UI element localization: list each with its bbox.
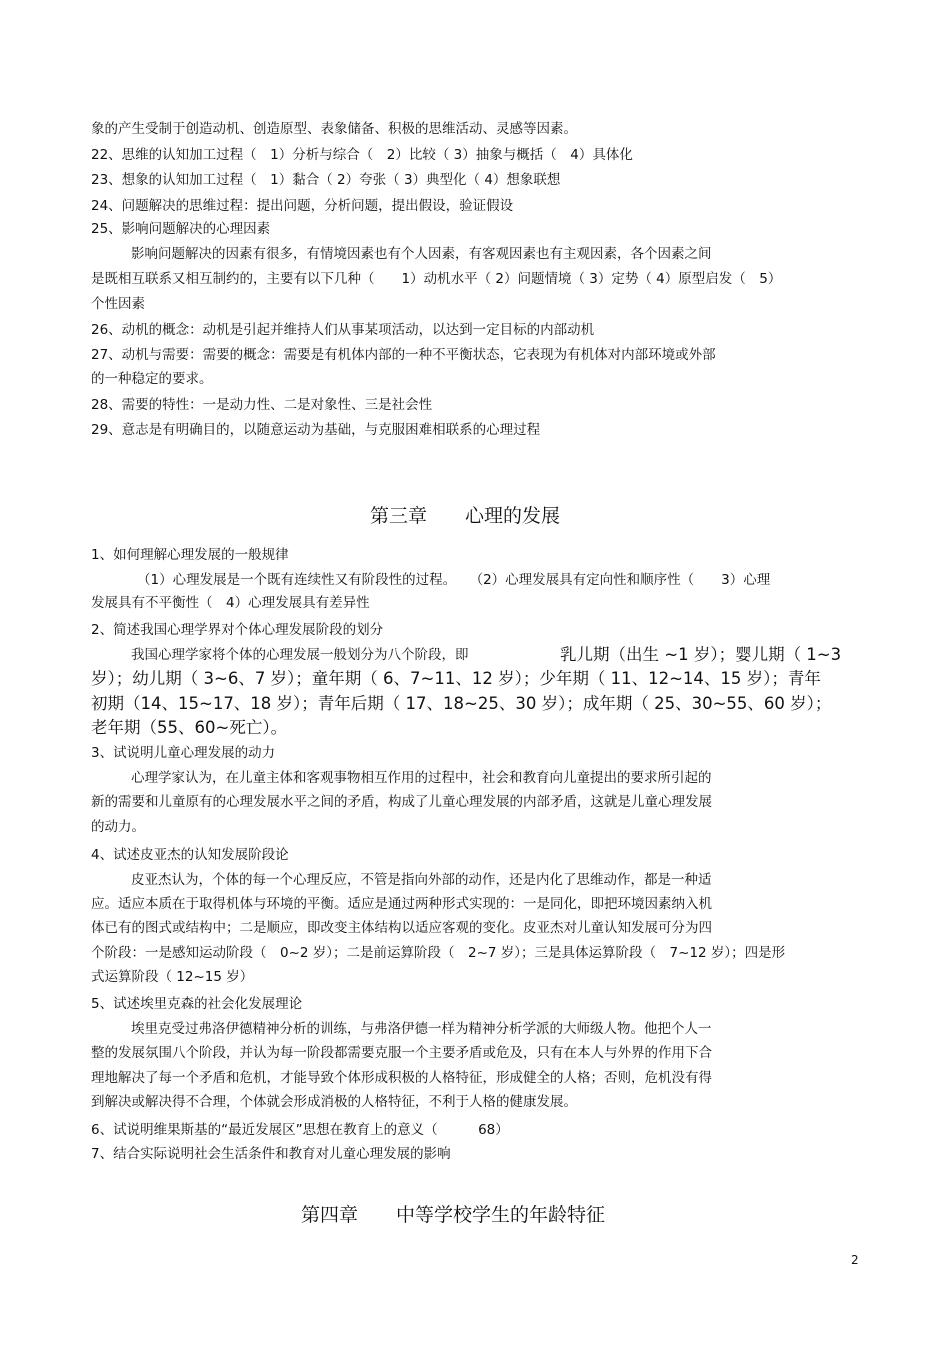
text-line: 乳儿期（出生 ~1 岁）；婴儿期（ 1~3 (560, 645, 842, 664)
question-heading: 3、试说明儿童心理发展的动力 (91, 745, 276, 761)
text-line: 式运算阶段（ 12~15 岁） (91, 969, 254, 985)
text-line: 埃里克受过弗洛伊德精神分析的训练，与弗洛伊德一样为精神分析学派的大师级人物。他把个人一 (131, 1021, 712, 1037)
text-line: 个性因素 (91, 296, 145, 312)
text-line: 体已有的图式或结构中；二是顺应，即改变主体结构以适应客观的变化。皮亚杰对儿童认知发展可分为四 (91, 920, 712, 936)
text-line: 到解决或解决得不合理，个体就会形成消极的人格特征，不利于人格的健康发展。 (91, 1094, 577, 1110)
text-line: 发展具有不平衡性（ 4）心理发展具有差异性 (91, 595, 370, 611)
text-line: 影响问题解决的因素有很多，有情境因素也有个人因素，有客观因素也有主观因素，各个因素之间 (131, 246, 712, 262)
chapter-title: 第三章 心理的发展 (370, 505, 561, 527)
question-heading: 4、试述皮亚杰的认知发展阶段论 (91, 847, 289, 863)
text-line: 的一种稳定的要求。 (91, 371, 213, 387)
text-line: （1）心理发展是一个既有连续性又有阶段性的过程。 （2）心理发展具有定向性和顺序性（ 3）心理 (137, 572, 771, 588)
text-line: 心理学家认为，在儿童主体和客观事物相互作用的过程中，社会和教育向儿童提出的要求所引起的 (131, 770, 712, 786)
text-line: 22、思维的认知加工过程（ 1）分析与综合（ 2）比较（ 3）抽象与概括（ 4）具体化 (91, 147, 633, 163)
question-heading: 7、结合实际说明社会生活条件和教育对儿童心理发展的影响 (91, 1146, 451, 1162)
text-line: 理地解决了每一个矛盾和危机，才能导致个体形成积极的人格特征，形成健全的人格；否则，危机没有得 (91, 1070, 712, 1086)
text-line: 的动力。 (91, 819, 145, 835)
text-line: 整的发展氛围八个阶段，并认为每一阶段都需要克服一个主要矛盾或危及，只有在本人与外界的作用下合 (91, 1045, 712, 1061)
text-line: 25、影响问题解决的心理因素 (91, 221, 271, 237)
text-line: 26、动机的概念：动机是引起并维持人们从事某项活动，以达到一定目标的内部动机 (91, 322, 595, 338)
text-line: 初期（14、15~17、18 岁）；青年后期（ 17、18~25、30 岁）；成年期（ 25、30~55、60 岁）； (91, 694, 832, 713)
text-line: 是既相互联系又相互制约的，主要有以下几种（ 1）动机水平（ 2）问题情境（ 3）定势（ 4）原型启发（ 5） (91, 271, 782, 287)
question-heading: 5、试述埃里克森的社会化发展理论 (91, 996, 303, 1012)
text-line: 个阶段：一是感知运动阶段（ 0~2 岁）；二是前运算阶段（ 2~7 岁）；三是具体运算阶段（ 7~12 岁）；四是形 (91, 945, 786, 961)
question-heading: 1、如何理解心理发展的一般规律 (91, 547, 289, 563)
text-line: 新的需要和儿童原有的心理发展水平之间的矛盾，构成了儿童心理发展的内部矛盾，这就是儿童心理发展 (91, 794, 712, 810)
question-heading: 6、试说明维果斯基的“最近发展区”思想在教育上的意义（ 68） (91, 1122, 509, 1138)
chapter-title: 第四章 中等学校学生的年龄特征 (301, 1204, 606, 1226)
text-line: 岁）；幼儿期（ 3~6、7 岁）；童年期（ 6、7~11、12 岁）；少年期（ 11、12~14、15 岁）；青年 (91, 669, 821, 688)
page-number: 2 (851, 1253, 859, 1267)
text-line: 老年期（55、60~死亡）。 (91, 718, 288, 737)
text-line: 23、想象的认知加工过程（ 1）黏合（ 2）夸张（ 3）典型化（ 4）想象联想 (91, 172, 561, 188)
text-line: 应。适应本质在于取得机体与环境的平衡。适应是通过两种形式实现的：一是同化，即把环境因素纳入机 (91, 896, 712, 912)
text-line: 28、需要的特性：一是动力性、二是对象性、三是社会性 (91, 397, 433, 413)
text-line: 我国心理学家将个体的心理发展一般划分为八个阶段，即 (131, 647, 469, 663)
text-line: 27、动机与需要：需要的概念：需要是有机体内部的一种不平衡状态，它表现为有机体对内部环境或外部 (91, 347, 716, 363)
text-line: 24、问题解决的思维过程：提出问题，分析问题，提出假设，验证假设 (91, 198, 514, 214)
text-line: 29、意志是有明确目的，以随意运动为基础，与克服困难相联系的心理过程 (91, 422, 541, 438)
text-line: 皮亚杰认为，个体的每一个心理反应，不管是指向外部的动作，还是内化了思维动作，都是一种适 (131, 872, 712, 888)
question-heading: 2、简述我国心理学界对个体心理发展阶段的划分 (91, 622, 384, 638)
text-line: 象的产生受制于创造动机、创造原型、表象储备、积极的思维活动、灵感等因素。 (91, 121, 577, 137)
